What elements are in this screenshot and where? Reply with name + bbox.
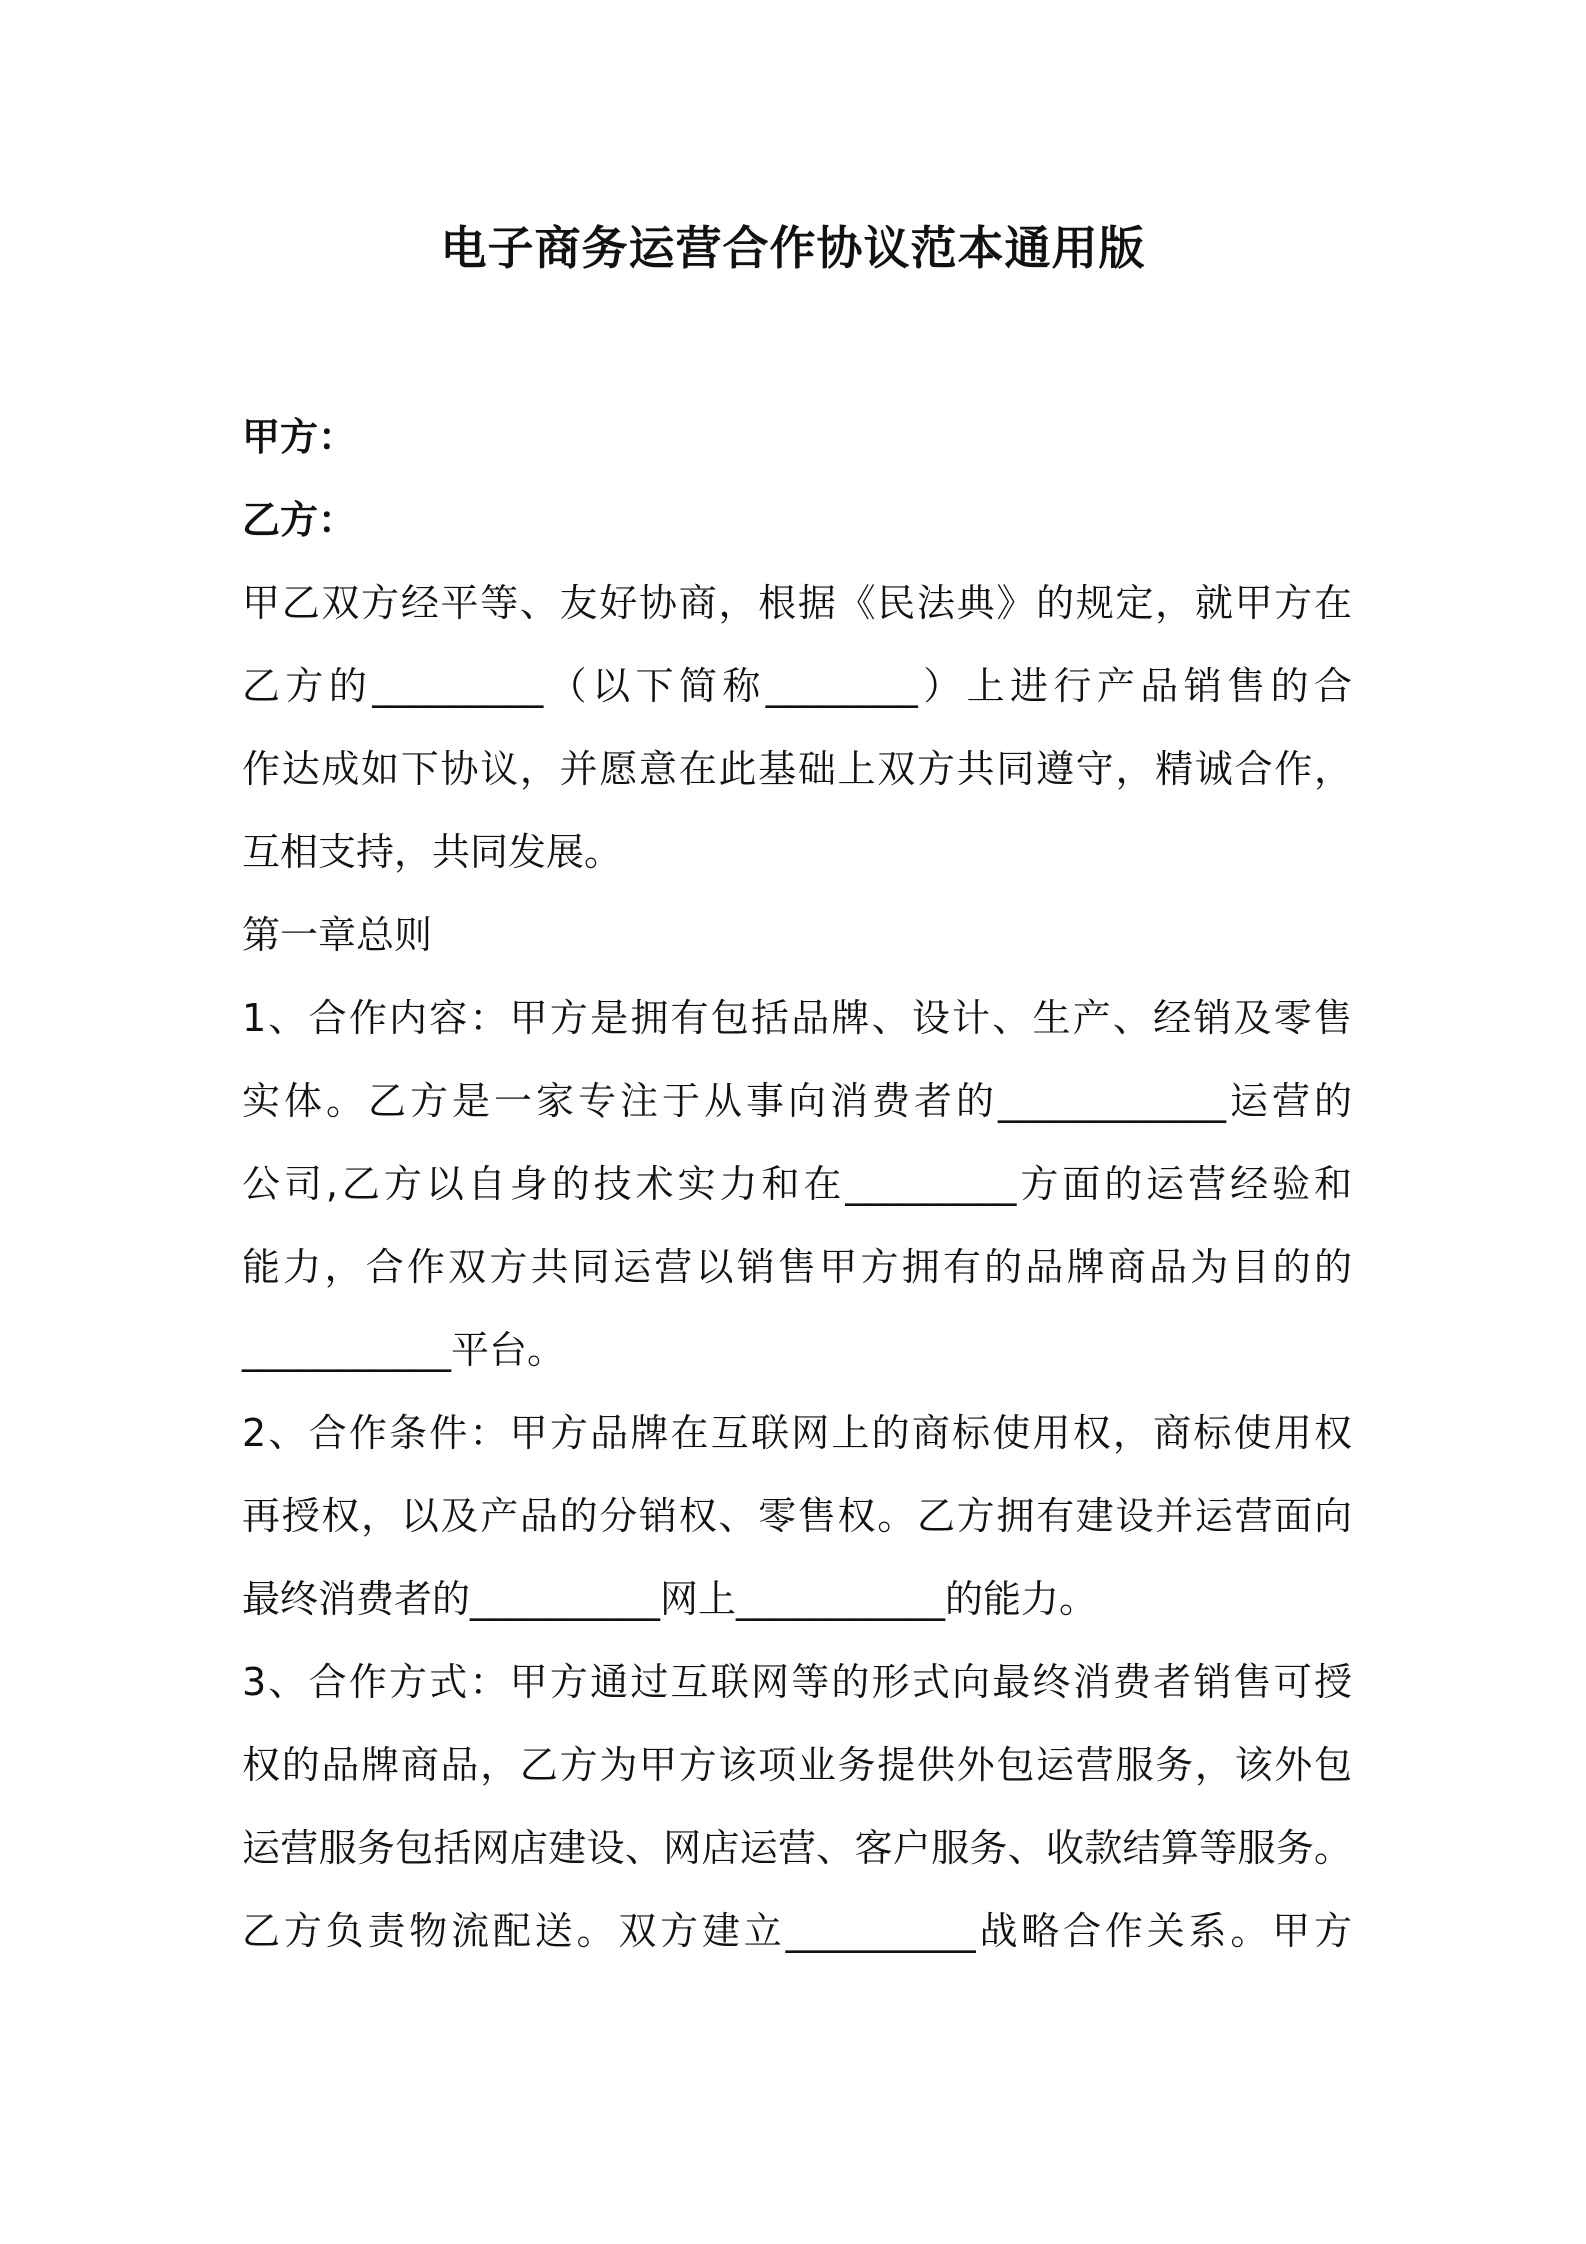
clause-2-line: 再授权，以及产品的分销权、零售权。乙方拥有建设并运营面向 <box>242 1494 1352 1538</box>
intro-line: 乙方的_________（以下简称________）上进行产品销售的合 <box>242 664 1352 708</box>
clause-3-line: 运营服务包括网店建设、网店运营、客户服务、收款结算等服务。 <box>242 1826 1352 1870</box>
party-a-label: 甲方： <box>242 415 357 459</box>
clause-1-line: 公司,乙方以自身的技术实力和在_________方面的运营经验和 <box>242 1162 1352 1206</box>
clause-1-line: ___________平台。 <box>242 1328 566 1372</box>
document-title: 电子商务运营合作协议范本通用版 <box>440 221 1146 275</box>
clause-1-line: 1、合作内容：甲方是拥有包括品牌、设计、生产、经销及零售 <box>242 996 1352 1040</box>
clause-1-line: 能力，合作双方共同运营以销售甲方拥有的品牌商品为目的的 <box>242 1245 1352 1289</box>
clause-1-line: 实体。乙方是一家专注于从事向消费者的____________运营的 <box>242 1079 1352 1123</box>
clause-3-line: 乙方负责物流配送。双方建立__________战略合作关系。甲方 <box>242 1909 1352 1953</box>
chapter-heading: 第一章总则 <box>242 913 433 957</box>
intro-line: 互相支持，共同发展。 <box>242 830 623 874</box>
clause-3-line: 3、合作方式：甲方通过互联网等的形式向最终消费者销售可授 <box>242 1660 1352 1704</box>
clause-2-line: 最终消费者的__________网上___________的能力。 <box>242 1577 1098 1621</box>
party-b-label: 乙方： <box>242 498 357 542</box>
clause-3-line: 权的品牌商品，乙方为甲方该项业务提供外包运营服务，该外包 <box>242 1743 1352 1787</box>
intro-line: 甲乙双方经平等、友好协商，根据《民法典》的规定，就甲方在 <box>242 581 1352 625</box>
intro-line: 作达成如下协议，并愿意在此基础上双方共同遵守，精诚合作， <box>242 747 1352 791</box>
clause-2-line: 2、合作条件：甲方品牌在互联网上的商标使用权，商标使用权 <box>242 1411 1352 1455</box>
